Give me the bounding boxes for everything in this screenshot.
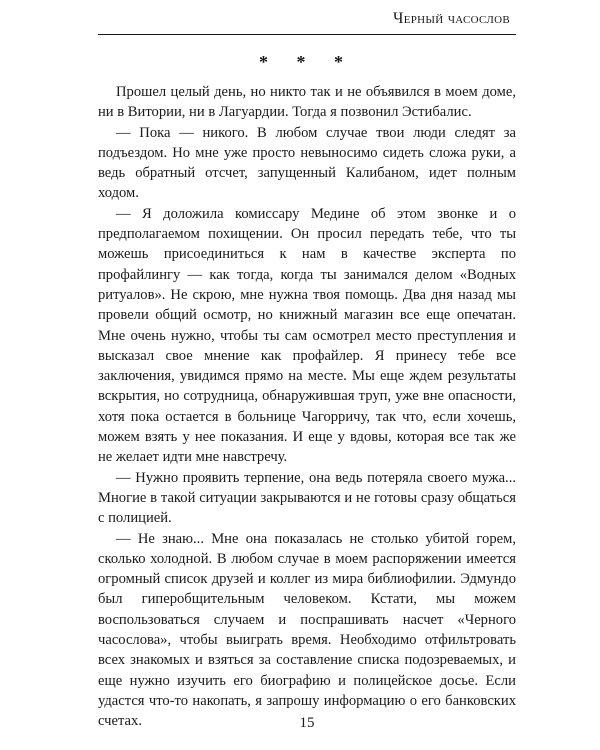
section-break: * * * [259,52,355,72]
paragraph-5: — Не знаю... Мне она показалась не столько убитой горем, сколько холодной. В любом случае в моем распоряжении имеется огромный список друзей и коллег из мира библиофилии. Эдмундо был гиперобщительным человеком. Кстати, мы можем воспользоваться случаем и поспрашивать насчет «Черного часослова», чтобы выиграть время. Необходимо отфильтровать всех знакомых и взяться за составление списка подозреваемых, и еще нужно изучить его биографию и полицейское досье. Если удастся что-то накопать, я запрошу информацию о его банковских счетах. [98,530,516,730]
header-rule [98,34,516,35]
body-text [98,82,516,732]
paragraph-4: — Нужно проявить терпение, она ведь потеряла своего мужа... Многие в такой ситуации закрываются и не готовы сразу общаться с полицией. [98,469,516,527]
paragraph-2: — Пока — никого. В любом случае твои люди следят за подъездом. Но мне уже просто невыносимо сидеть сложа руки, а ведь обратный отсчет, запущенный Калибаном, идет полным ходом. [98,124,516,202]
running-head: Черный часослов [393,10,510,27]
paragraph-1: Прошел целый день, но никто так и не объявился в моем доме, ни в Витории, ни в Лагуардии. Тогда я позвонил Эстибалис. [98,84,516,121]
page-number: 15 [299,715,315,731]
paragraph-3: — Я доложила комиссару Медине об этом звонке и о предполагаемом похищении. Он просил передать тебе, что ты можешь присоединиться к нам в качестве эксперта по профайлингу — как тогда, когда ты занимался делом «Водных ритуалов». Не скрою, мне нужна твоя помощь. Два дня назад мы провели общий осмотр, но книжный магазин все еще опечатан. Мне очень нужно, чтобы ты сам осмотрел место преступления и высказал свое мнение как профайлер. Я принесу тебе все заключения, увидимся прямо на месте. Мы еще ждем результаты вскрытия, но сотрудница, обнаружившая труп, уже вне опасности, хотя пока остается в больнице Чагорричу, так что, если хочешь, можем взять у нее показания. И еще у вдовы, которая все так же не желает идти мне навстречу. [98,205,516,466]
